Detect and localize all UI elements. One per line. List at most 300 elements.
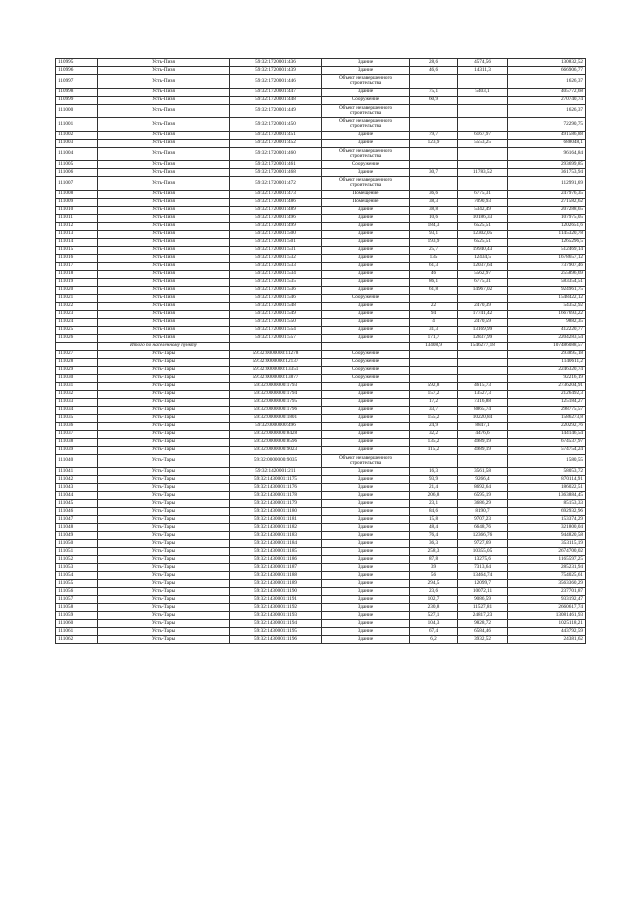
cadastral-number-cell: 59:32:1720001:531: [230, 246, 322, 254]
object-type-cell: Здание: [322, 508, 410, 516]
area-cell: 84,6: [410, 508, 458, 516]
cadastral-number-cell: 59:32:1430001:1175: [230, 476, 322, 484]
settlement-cell: Усть-Тары: [98, 500, 230, 508]
unit-value-cell: 19940,43: [458, 246, 508, 254]
object-type-cell: Здание: [322, 262, 410, 270]
unit-value-cell: 6595,19: [458, 492, 508, 500]
object-type-cell: Здание: [322, 230, 410, 238]
unit-value-cell: [458, 177, 508, 191]
row-number-cell: 110995: [56, 59, 98, 67]
unit-value-cell: 9727,69: [458, 540, 508, 548]
cadastral-cost-cell: 107975,05: [508, 214, 586, 222]
unit-value-cell: 12837,99: [458, 334, 508, 342]
table-row: [56, 596, 586, 604]
area-cell: 102,7: [410, 596, 458, 604]
table-row: [56, 214, 586, 222]
cadastral-cost-cell: 220292,76: [508, 422, 586, 430]
area-cell: 16,3: [410, 468, 458, 476]
settlement-cell: Усть-Пизя: [98, 222, 230, 230]
table-row: [56, 556, 586, 564]
cadastral-cost-cell: 1678657,12: [508, 254, 586, 262]
object-type-cell: Сооружение: [322, 161, 410, 169]
row-number-cell: 111013: [56, 230, 98, 238]
table-row: [56, 318, 586, 326]
object-type-cell: Здание: [322, 278, 410, 286]
row-number-cell: 111024: [56, 318, 98, 326]
table-row: [56, 374, 586, 382]
object-type-cell: Здание: [322, 612, 410, 620]
unit-value-cell: 4989,19: [458, 446, 508, 454]
object-type-cell: Здание: [322, 334, 410, 342]
cadastral-number-cell: 59:32:1720001:486: [230, 198, 322, 206]
unit-value-cell: 3686,29: [458, 500, 508, 508]
unit-value-cell: 12037,64: [458, 262, 508, 270]
cadastral-number-cell: 59:32:0000000:13351: [230, 366, 322, 374]
area-cell: 75,1: [410, 88, 458, 96]
cadastral-cost-cell: 1145320,78: [508, 230, 586, 238]
area-cell: [410, 294, 458, 302]
row-number-cell: [56, 342, 98, 350]
table-row: [56, 59, 586, 67]
settlement-cell: Усть-Тары: [98, 492, 230, 500]
settlement-cell: Усть-Тары: [98, 430, 230, 438]
row-number-cell: 111047: [56, 516, 98, 524]
row-number-cell: 111020: [56, 286, 98, 294]
object-type-cell: Здание: [322, 468, 410, 476]
row-number-cell: 111053: [56, 564, 98, 572]
area-cell: 46: [410, 270, 458, 278]
area-cell: 171,7: [410, 334, 458, 342]
row-number-cell: 111023: [56, 310, 98, 318]
row-number-cell: 111006: [56, 169, 98, 177]
row-number-cell: 111011: [56, 214, 98, 222]
settlement-cell: Усть-Тары: [98, 516, 230, 524]
row-number-cell: 111014: [56, 238, 98, 246]
cadastral-number-cell: 59:32:1720001:447: [230, 88, 322, 96]
area-cell: [410, 366, 458, 374]
cadastral-cost-cell: 870114,91: [508, 476, 586, 484]
object-type-cell: Здание: [322, 270, 410, 278]
area-cell: 155,2: [410, 414, 458, 422]
object-type-cell: Здание: [322, 572, 410, 580]
area-cell: 230,8: [410, 604, 458, 612]
object-type-cell: Сооружение: [322, 374, 410, 382]
table-row: [56, 446, 586, 454]
settlement-cell: Усть-Пизя: [98, 75, 230, 89]
object-type-cell: Здание: [322, 580, 410, 588]
object-type-cell: Здание: [322, 406, 410, 414]
table-row: [56, 628, 586, 636]
object-type-cell: Объект незавершенного строительства: [322, 177, 410, 191]
object-type-cell: Здание: [322, 564, 410, 572]
cadastral-number-cell: 59:32:1720001:535: [230, 278, 322, 286]
unit-value-cell: 6525,51: [458, 238, 508, 246]
cadastral-number-cell: 59:32:1720001:554: [230, 326, 322, 334]
row-number-cell: 111056: [56, 588, 98, 596]
settlement-cell: Усть-Пизя: [98, 230, 230, 238]
table-row: [56, 454, 586, 468]
settlement-cell: Усть-Тары: [98, 366, 230, 374]
row-number-cell: 111061: [56, 628, 98, 636]
cadastral-cost-cell: 443792,59: [508, 628, 586, 636]
settlement-cell: Усть-Тары: [98, 556, 230, 564]
settlement-cell: Усть-Пизя: [98, 190, 230, 198]
table-row: [56, 398, 586, 406]
unit-value-cell: 24817,23: [458, 612, 508, 620]
settlement-cell: Усть-Тары: [98, 580, 230, 588]
area-cell: [410, 454, 458, 468]
table-row: [56, 254, 586, 262]
object-type-cell: Сооружение: [322, 366, 410, 374]
cadastral-cost-cell: 933192,47: [508, 596, 586, 604]
table-row: [56, 139, 586, 147]
object-type-cell: Здание: [322, 516, 410, 524]
area-cell: 23,1: [410, 500, 458, 508]
cadastral-cost-cell: 130832,52: [508, 59, 586, 67]
table-row: [56, 118, 586, 132]
object-type-cell: Объект незавершенного строительства: [322, 118, 410, 132]
settlement-cell: Усть-Пизя: [98, 88, 230, 96]
cadastral-number-cell: 59:32:1720001:446: [230, 75, 322, 89]
cadastral-number-cell: 59:32:1430001:1178: [230, 492, 322, 500]
unit-value-cell: [458, 454, 508, 468]
cadastral-cost-cell: 255896,69: [508, 270, 586, 278]
settlement-cell: Усть-Тары: [98, 604, 230, 612]
settlement-cell: Усть-Тары: [98, 508, 230, 516]
table-row: [56, 270, 586, 278]
unit-value-cell: 6648,76: [458, 524, 508, 532]
cadastral-number-cell: 59:32:0000000:496: [230, 422, 322, 430]
cadastral-number-cell: 59:32:1430001:1195: [230, 628, 322, 636]
table-row: [56, 198, 586, 206]
table-row: [56, 366, 586, 374]
cadastral-number-cell: 59:32:1720001:549: [230, 310, 322, 318]
unit-value-cell: [458, 96, 508, 104]
settlement-cell: Усть-Пизя: [98, 161, 230, 169]
object-type-cell: Здание: [322, 476, 410, 484]
cadastral-cost-cell: 186022,51: [508, 484, 586, 492]
row-number-cell: 111051: [56, 548, 98, 556]
cadastral-value-table: [55, 58, 586, 644]
area-cell: 17,2: [410, 398, 458, 406]
cadastral-cost-cell: 321800,04: [508, 524, 586, 532]
row-number-cell: 111009: [56, 198, 98, 206]
table-row: [56, 278, 586, 286]
cadastral-cost-cell: 293895,18: [508, 350, 586, 358]
unit-value-cell: 5562,97: [458, 270, 508, 278]
settlement-cell: Усть-Тары: [98, 414, 230, 422]
object-type-cell: Здание: [322, 588, 410, 596]
cadastral-number-cell: 59:32:1430001:1180: [230, 508, 322, 516]
settlement-cell: Усть-Тары: [98, 390, 230, 398]
cadastral-number-cell: 59:32:1720001:472: [230, 177, 322, 191]
cadastral-number-cell: 59:32:0000000:1793: [230, 382, 322, 390]
table-row: [56, 190, 586, 198]
area-cell: 36,3: [410, 540, 458, 548]
area-cell: [410, 75, 458, 89]
cadastral-cost-cell: 72290,75: [508, 118, 586, 132]
cadastral-cost-cell: 1580,55: [508, 454, 586, 468]
object-type-cell: Сооружение: [322, 358, 410, 366]
object-type-cell: Здание: [322, 636, 410, 644]
cadastral-cost-cell: 85153,33: [508, 500, 586, 508]
settlement-cell: Итого по населенному пункту: [98, 342, 230, 350]
unit-value-cell: 8692,64: [458, 484, 508, 492]
object-type-cell: Здание: [322, 302, 410, 310]
table-row: [56, 406, 586, 414]
cadastral-cost-cell: 54352,92: [508, 302, 586, 310]
cadastral-cost-cell: 412220,77: [508, 326, 586, 334]
object-type-cell: [322, 342, 410, 350]
area-cell: 135: [410, 254, 458, 262]
area-cell: 13408,9: [410, 342, 458, 350]
object-type-cell: Здание: [322, 484, 410, 492]
cadastral-number-cell: 59:32:1430001:1187: [230, 564, 322, 572]
settlement-cell: Усть-Тары: [98, 572, 230, 580]
table-row: [56, 88, 586, 96]
row-number-cell: 111001: [56, 118, 98, 132]
cadastral-number-cell: 59:32:1430001:1179: [230, 500, 322, 508]
cadastral-cost-cell: 3563360,29: [508, 580, 586, 588]
object-type-cell: Здание: [322, 620, 410, 628]
settlement-cell: Усть-Тары: [98, 382, 230, 390]
cadastral-cost-cell: 270740,74: [508, 96, 586, 104]
cadastral-cost-cell: 574754,24: [508, 446, 586, 454]
unit-value-cell: 4989,19: [458, 438, 508, 446]
settlement-cell: Усть-Тары: [98, 628, 230, 636]
settlement-cell: Усть-Тары: [98, 484, 230, 492]
row-number-cell: 111052: [56, 556, 98, 564]
area-cell: 61,3: [410, 262, 458, 270]
object-type-cell: Здание: [322, 430, 410, 438]
object-type-cell: Здание: [322, 438, 410, 446]
unit-value-cell: [458, 294, 508, 302]
unit-value-cell: 6167,97: [458, 131, 508, 139]
cadastral-number-cell: 59:32:1430001:1191: [230, 596, 322, 604]
cadastral-cost-cell: 96164,84: [508, 147, 586, 161]
row-number-cell: 111039: [56, 446, 98, 454]
table-row: [56, 177, 586, 191]
object-type-cell: Здание: [322, 222, 410, 230]
settlement-cell: Усть-Пизя: [98, 214, 230, 222]
area-cell: 28,6: [410, 59, 458, 67]
cadastral-cost-cell: 237701,87: [508, 588, 586, 596]
cadastral-cost-cell: 24381,62: [508, 636, 586, 644]
unit-value-cell: 7090,93: [458, 198, 508, 206]
object-type-cell: Здание: [322, 556, 410, 564]
table-row: [56, 169, 586, 177]
unit-value-cell: 12099,7: [458, 580, 508, 588]
area-cell: 135,2: [410, 438, 458, 446]
object-type-cell: Здание: [322, 238, 410, 246]
cadastral-cost-cell: 285231,94: [508, 564, 586, 572]
cadastral-number-cell: 59:32:1720001:557: [230, 334, 322, 342]
object-type-cell: Здание: [322, 596, 410, 604]
unit-value-cell: 11527,81: [458, 604, 508, 612]
row-number-cell: 111015: [56, 246, 98, 254]
table-row: [56, 580, 586, 588]
table-row: [56, 500, 586, 508]
cadastral-cost-cell: 1667693,22: [508, 310, 586, 318]
cadastral-cost-cell: 271582,62: [508, 198, 586, 206]
row-number-cell: 111042: [56, 476, 98, 484]
table-row: [56, 548, 586, 556]
table-row: [56, 588, 586, 596]
area-cell: 24,9: [410, 422, 458, 430]
area-cell: [410, 104, 458, 118]
row-number-cell: 111022: [56, 302, 98, 310]
object-type-cell: Здание: [322, 88, 410, 96]
cadastral-cost-cell: 491586,88: [508, 131, 586, 139]
row-number-cell: 111059: [56, 612, 98, 620]
settlement-cell: Усть-Тары: [98, 596, 230, 604]
settlement-cell: Усть-Пизя: [98, 67, 230, 75]
cadastral-number-cell: 59:32:1720001:473: [230, 190, 322, 198]
cadastral-number-cell: 59:32:1720001:548: [230, 302, 322, 310]
cadastral-cost-cell: 405772,68: [508, 88, 586, 96]
table-body: [56, 59, 586, 644]
settlement-cell: Усть-Тары: [98, 524, 230, 532]
area-cell: 193,9: [410, 238, 458, 246]
unit-value-cell: 14311,3: [458, 67, 508, 75]
row-number-cell: 111048: [56, 524, 98, 532]
cadastral-cost-cell: 9882,35: [508, 318, 586, 326]
cadastral-number-cell: 59:32:1430001:1181: [230, 516, 322, 524]
object-type-cell: Здание: [322, 131, 410, 139]
unit-value-cell: 5342,49: [458, 206, 508, 214]
row-number-cell: 111043: [56, 484, 98, 492]
row-number-cell: 111003: [56, 139, 98, 147]
cadastral-number-cell: 59:32:1720001:448: [230, 96, 322, 104]
unit-value-cell: 4615,73: [458, 382, 508, 390]
cadastral-cost-cell: 1586273,8: [508, 414, 586, 422]
row-number-cell: 111060: [56, 620, 98, 628]
row-number-cell: 111010: [56, 206, 98, 214]
cadastral-cost-cell: 692932,96: [508, 508, 586, 516]
table-row: [56, 572, 586, 580]
settlement-cell: Усть-Пизя: [98, 310, 230, 318]
unit-value-cell: 6775,31: [458, 190, 508, 198]
cadastral-number-cell: 59:32:1720001:534: [230, 270, 322, 278]
cadastral-cost-cell: 924961,75: [508, 286, 586, 294]
settlement-cell: Усть-Пизя: [98, 177, 230, 191]
object-type-cell: Здание: [322, 310, 410, 318]
unit-value-cell: 4574,56: [458, 59, 508, 67]
area-cell: [410, 358, 458, 366]
cadastral-cost-cell: 58053,72: [508, 468, 586, 476]
unit-value-cell: [458, 350, 508, 358]
cadastral-number-cell: 59:32:1720001:450: [230, 118, 322, 132]
object-type-cell: Здание: [322, 532, 410, 540]
settlement-cell: Усть-Пизя: [98, 96, 230, 104]
cadastral-number-cell: 59:32:1720001:536: [230, 286, 322, 294]
cadastral-number-cell: 59:32:1430001:1184: [230, 540, 322, 548]
unit-value-cell: 8190,7: [458, 508, 508, 516]
object-type-cell: Объект незавершенного строительства: [322, 75, 410, 89]
object-type-cell: Здание: [322, 254, 410, 262]
settlement-cell: Усть-Пизя: [98, 238, 230, 246]
row-number-cell: 110998: [56, 88, 98, 96]
cadastral-number-cell: 59:32:1430001:1188: [230, 572, 322, 580]
cadastral-number-cell: 59:32:1720001:461: [230, 161, 322, 169]
object-type-cell: Объект незавершенного строительства: [322, 454, 410, 468]
table-row: [56, 612, 586, 620]
table-row: [56, 516, 586, 524]
unit-value-cell: 9086,59: [458, 596, 508, 604]
table-row: [56, 238, 586, 246]
object-type-cell: Здание: [322, 326, 410, 334]
row-number-cell: 111035: [56, 414, 98, 422]
table-row: [56, 262, 586, 270]
cadastral-number-cell: 59:32:1430001:1193: [230, 612, 322, 620]
object-type-cell: Здание: [322, 214, 410, 222]
table-row: [56, 104, 586, 118]
unit-value-cell: 3561,58: [458, 468, 508, 476]
cadastral-number-cell: 59:32:1720001:489: [230, 206, 322, 214]
row-number-cell: 111021: [56, 294, 98, 302]
area-cell: [410, 374, 458, 382]
settlement-cell: Усть-Пизя: [98, 326, 230, 334]
area-cell: 4: [410, 318, 458, 326]
area-cell: 94: [410, 310, 458, 318]
row-number-cell: 110996: [56, 67, 98, 75]
unit-value-cell: [458, 358, 508, 366]
area-cell: 46,6: [410, 67, 458, 75]
table-row: [56, 414, 586, 422]
cadastral-number-cell: 59:32:1720001:468: [230, 169, 322, 177]
cadastral-cost-cell: 1626,37: [508, 104, 586, 118]
settlement-cell: Усть-Пизя: [98, 334, 230, 342]
cadastral-number-cell: 59:32:0000000:13877: [230, 374, 322, 382]
cadastral-number-cell: 59:32:1720001:496: [230, 214, 322, 222]
cadastral-cost-cell: 2660617,74: [508, 604, 586, 612]
cadastral-number-cell: 59:32:0000000:1801: [230, 414, 322, 422]
area-cell: 87,8: [410, 556, 458, 564]
cadastral-cost-cell: 754025,61: [508, 572, 586, 580]
object-type-cell: Здание: [322, 446, 410, 454]
object-type-cell: Здание: [322, 390, 410, 398]
table-row: [56, 636, 586, 644]
table-row: [56, 390, 586, 398]
area-cell: [410, 177, 458, 191]
object-type-cell: Здание: [322, 139, 410, 147]
area-cell: 206,8: [410, 492, 458, 500]
row-number-cell: 110997: [56, 75, 98, 89]
cadastral-number-cell: 59:32:1720001:449: [230, 104, 322, 118]
cadastral-number-cell: 59:32:1720001:533: [230, 262, 322, 270]
cadastral-number-cell: 59:32:1720001:499: [230, 222, 322, 230]
unit-value-cell: 13464,74: [458, 572, 508, 580]
cadastral-number-cell: 59:32:1430001:1196: [230, 636, 322, 644]
unit-value-cell: 7316,88: [458, 398, 508, 406]
unit-value-cell: [458, 104, 508, 118]
unit-value-cell: 6584,46: [458, 628, 508, 636]
cadastral-cost-cell: 666906,77: [508, 67, 586, 75]
settlement-total-row: [56, 342, 586, 350]
cadastral-cost-cell: 1025118,21: [508, 620, 586, 628]
object-type-cell: Здание: [322, 59, 410, 67]
row-number-cell: 111005: [56, 161, 98, 169]
area-cell: 592,8: [410, 382, 458, 390]
settlement-cell: Усть-Пизя: [98, 169, 230, 177]
table-row: [56, 508, 586, 516]
area-cell: 38,3: [410, 198, 458, 206]
row-number-cell: 111033: [56, 398, 98, 406]
table-row: [56, 430, 586, 438]
unit-value-cell: 7313,64: [458, 564, 508, 572]
row-number-cell: 111008: [56, 190, 98, 198]
table-row: [56, 604, 586, 612]
